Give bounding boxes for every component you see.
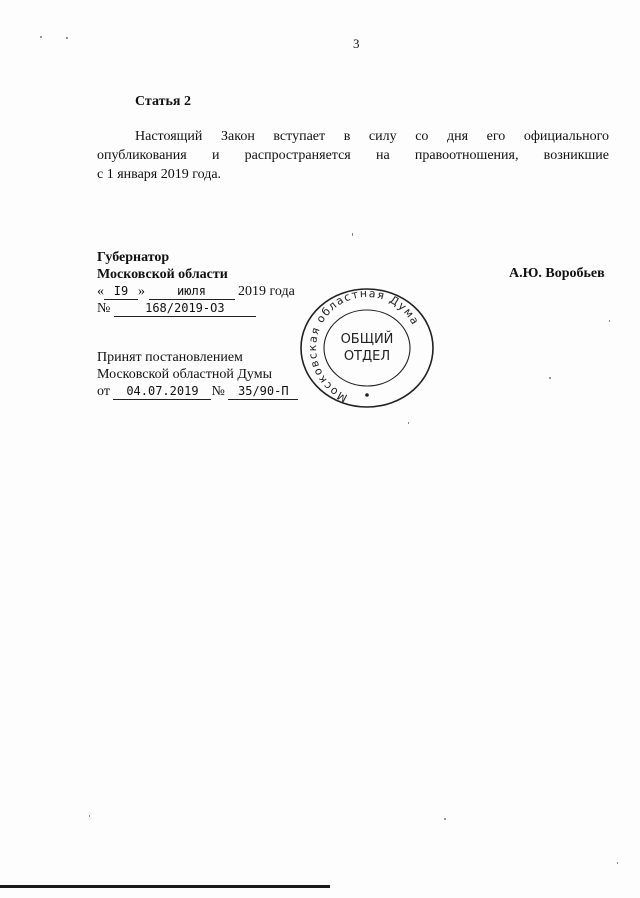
adopted-line-3 bbox=[97, 384, 298, 400]
scan-speck bbox=[66, 37, 68, 39]
date-year-suffix: 2019 года bbox=[238, 284, 295, 299]
governor-title-line-2: Московской области bbox=[97, 267, 228, 282]
law-number-value: 168/2019-ОЗ bbox=[145, 301, 225, 315]
governor-name: А.Ю. Воробьев bbox=[509, 266, 605, 281]
scan-speck bbox=[352, 233, 353, 236]
page-number: 3 bbox=[353, 36, 360, 51]
article-line-3: с 1 января 2019 года. bbox=[97, 167, 222, 182]
date-close-quote: » bbox=[138, 284, 145, 299]
adopted-line-2: Московской областной Думы bbox=[97, 367, 272, 382]
adopted-date-field bbox=[113, 384, 211, 400]
article-line-2: опубликования и распространяется на правоотношения, возникшие bbox=[97, 148, 609, 163]
article-line-1: Настоящий Закон вступает в силу со дня его официального bbox=[135, 129, 609, 144]
scan-speck bbox=[617, 862, 618, 864]
adopted-line-1: Принят постановлением bbox=[97, 350, 243, 365]
scan-speck bbox=[40, 36, 42, 38]
scan-speck bbox=[549, 377, 551, 379]
adopted-date-value: 04.07.2019 bbox=[126, 384, 199, 398]
scan-speck bbox=[609, 320, 610, 322]
date-month: июля bbox=[177, 284, 206, 298]
scan-speck bbox=[408, 422, 409, 424]
article-heading: Статья 2 bbox=[135, 94, 191, 109]
adopted-number-field bbox=[228, 384, 298, 400]
stamp-dot bbox=[365, 393, 369, 397]
duma-stamp bbox=[297, 285, 437, 411]
scan-edge-bar bbox=[0, 885, 330, 888]
adopted-date-label: от bbox=[97, 384, 110, 399]
adopted-number-label: № bbox=[211, 384, 225, 399]
governor-title-line-1: Губернатор bbox=[97, 250, 170, 265]
scan-speck bbox=[89, 815, 90, 817]
law-number-label: № bbox=[97, 301, 111, 316]
article-body bbox=[97, 127, 609, 184]
adopted-number-value: 35/90-П bbox=[238, 384, 289, 398]
date-day: I9 bbox=[113, 284, 129, 298]
law-number-line bbox=[97, 301, 256, 317]
date-open-quote: « bbox=[97, 284, 104, 299]
date-day-field bbox=[104, 284, 138, 300]
date-month-field bbox=[149, 284, 235, 300]
scan-speck bbox=[444, 818, 446, 820]
stamp-center-line-1: ОБЩИЙ bbox=[340, 332, 394, 347]
stamp-center-line-2: ОТДЕЛ bbox=[343, 349, 391, 364]
law-number-field bbox=[114, 301, 256, 317]
signing-date-line bbox=[97, 284, 295, 300]
governor-title bbox=[97, 249, 228, 283]
stamp-ring-text: Московская областная Дума bbox=[305, 286, 423, 405]
